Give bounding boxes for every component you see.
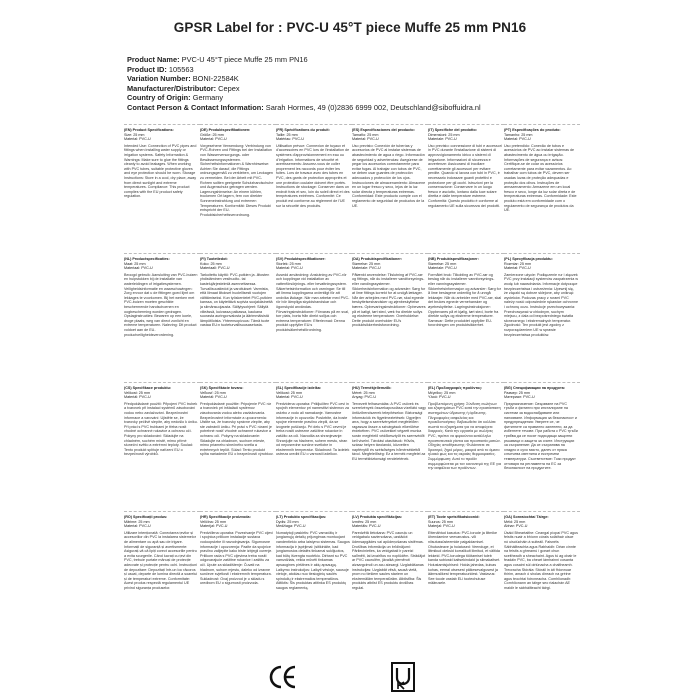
spec-material: Materiaali: PVC-U: [200, 266, 230, 271]
spec-size: Maat: 25 mm: [124, 261, 146, 266]
spec-body: Utilizare intenționată: Conectarea țevilor și accesoriilor din PVC la instalarea sistemelor de alimentare cu apă sau de irigare. Informații de siguranță și avertismente: Asigurați-vă că lipiți corect accesoriile pentru a evita scurgerile. Când lucrați cu țevi din PVC, trebuie purtate mănuși de protecție adecvate și protecție pentru ochi. Instrucțiuni de depozitare: Depozitați într-un loc răcoros și uscat, departe de lumina directă a soarelui și de temperaturi extreme. Conformitate: Acest produs respectă regulamentul UE privind siguranța produselor.: [124, 530, 198, 590]
spec-material: Υλικό: PVC-U: [428, 395, 451, 400]
spec-heading: (DA) Produktspecifikationer:: [352, 257, 402, 261]
product-info-label: Contact Person & Contact Information:: [127, 102, 264, 112]
product-info-row: [127, 84, 647, 94]
spec-cell: [124, 511, 200, 640]
spec-size: Größe: 25 mm: [200, 132, 224, 137]
spec-material: Materiale: PVC-U: [352, 266, 381, 271]
spec-body: Zamierzone użycie: Podłączenie rur i złączek PVC przy instalacji systemów zaopatrzenia w wodę lub nawadniania. Informacje dotyczące bezpieczeństwa i ostrzeżenia: Upewnij się, że złączki są dobrze sklejone, aby uniknąć wycieków. Podczas pracy z rurami PVC należy nosić odpowiednie rękawice ochronne i ochronę oczu. Instrukcje przechowywania: Przechowywać w chłodnym, suchym miejscu, z dala od bezpośredniego światła słonecznego i ekstremalnych temperatur. Zgodność: Ten produkt jest zgodny z rozporządzeniem UE w sprawie bezpieczeństwa produktów.: [504, 272, 579, 337]
spec-body: Utilisation prévue: Connexion de tuyaux et d'accessoires en PVC lors de l'installation de systèmes d'approvisionnement en eau ou d'irrigation. Informations de sécurité et avertissements: Assurez-vous de coller proprement les raccords pour éviter les fuites. Lors de travaux avec des tubes en PVC, des gants de protection appropriés et une protection oculaire doivent être portés. Instructions de stockage: Conserver dans un endroit frais et sec, loin du soleil direct et des températures extrêmes. Conformité: Ce produit est conforme au règlement de l'UE sur la sécurité des produits.: [276, 143, 350, 208]
spec-heading: (CS) Specifikace produktu:: [124, 386, 172, 390]
product-info-row: [127, 74, 647, 84]
spec-heading: (SL) Specifikacije izdelka:: [276, 386, 322, 390]
product-info-value: PVC-U 45°T piece Muffe 25 mm PN16: [181, 55, 308, 64]
spec-body: Προβλεπόμενη χρήση: Σύνδεση σωλήνων και εξαρτημάτων PVC κατά την εγκατάσταση συστημάτων ύδρευσης ή άρδευσης. Πληροφορίες ασφαλείας και προειδοποιήσεις: Βεβαιωθείτε ότι κολλάτε σωστά τα εξαρτήματα για να αποφύγετε διαρροές. Κατά την εργασία με σωλήνες PVC, πρέπει να φοριούνται κατάλληλα προστατευτικά γάντια και προστασία ματιών. Οδηγίες αποθήκευσης: Φυλάσσετε σε δροσερό, ξηρό μέρος, μακριά από το άμεσο ηλιακό φως και τις ακραίες θερμοκρασίες. Συμμόρφωση: Αυτό το προϊόν συμμορφώνεται με τον κανονισμό της ΕΕ για την ασφάλεια των προϊόντων.: [428, 401, 501, 471]
spec-cell: [428, 253, 504, 382]
spec-size: Tamaño: 25 mm: [352, 132, 379, 137]
spec-cell: [124, 382, 200, 511]
spec-heading: (FI) Tuotetiedot:: [200, 257, 228, 261]
spec-size: Taille: 25 mm: [276, 132, 298, 137]
spec-heading: (FR) Spécifications du produit:: [276, 128, 330, 132]
spec-material: Materjal: PVC-U: [428, 524, 455, 529]
spec-body: Uso pretendido: Conexão de tubos e acessórios de PVC ao instalar sistemas de abastecimento de água ou irrigação. Informações de segurança e avisos: Certifique-se de colar os acessórios corretamente para evitar vazamentos. Ao trabalhar com tubos de PVC, devem ser usadas luvas de proteção adequadas e proteção dos olhos. Instruções de armazenamento: Armazene em um local fresco e seco, longe da luz solar direta e de temperaturas extremas. Conformidade: Este produto está em conformidade com o regulamento de segurança de produtos da UE.: [504, 143, 577, 213]
spec-heading: (PL) Specyfikacja produktu:: [504, 257, 553, 261]
spec-size: Storlek: 25 mm: [276, 261, 301, 266]
spec-heading: (DE) Produktspezifikationen:: [200, 128, 251, 132]
spec-heading: (HR) Specifikacije proizvoda:: [200, 515, 251, 519]
spec-cell: [124, 253, 200, 382]
spec-heading: (IT) Specifiche del prodotto:: [428, 128, 477, 132]
spec-material: Matériau: PVC-U: [276, 137, 304, 142]
spec-material: Material: PVC-U: [352, 137, 379, 142]
spec-cell: [428, 382, 504, 511]
product-info-label: Product Name:: [127, 55, 180, 64]
spec-cell: [276, 253, 352, 382]
spec-cell: [504, 511, 580, 640]
compliance-marks: [0, 662, 700, 692]
spec-body: Uso previsto: connessione di tubi e accessori in PVC durante l'installazione di sistemi di approvvigionamento idrico o sistemi di irrigazione. Informazioni di sicurezza e avvertenze: Assicurarsi di incollare correttamente gli accessori per evitare perdite. Quando si lavora con tubi in PVC, è necessario indossare guanti protettivi e protezione per gli occhi. Istruzioni per la conservazione: Conservare in un luogo fresco e asciutto, lontano dalla luce solare diretta e dalle temperature estreme. Conformità: Questo prodotto è conforme al regolamento UE sulla sicurezza dei prodotti.: [428, 143, 502, 208]
product-info-value: Sarah Hormes, 49 (0)2836 6999 002, Deutschland@siboffuidra.nl: [265, 102, 481, 112]
spec-material: Materiál: PVC-U: [200, 395, 227, 400]
spec-body: Tervezett felhasználás: A PVC csövek és szerelvények összekapcsolása vízellátó vagy öntözőrendszerek telepítésekor. Biztonsági információk és figyelmeztetések: Ügyeljen arra, hogy a szerelvényeket megfelelően ragassza össze a szivárgások elkerülése érdekében. PVC csövekkel végzett munka során megfelelő védőkesztyűt és szemvédőt kell viselni. Tárolási utasítások: Hűvös, száraz helyen tárolandó, közvetlen napfénytől és szélsőséges hőmérséklettől távol. Megfelelőség: Ez a termék megfelel az EU termékbiztonsági rendeletének.: [352, 401, 426, 461]
spec-cell: [428, 124, 504, 253]
spec-material: Materiaal: PVC-U: [124, 266, 153, 271]
spec-cell: [200, 253, 276, 382]
spec-heading: (ES) Especificaciones del producto:: [352, 128, 415, 132]
spec-heading: (LV) Produkta specifikācijas:: [352, 515, 403, 519]
spec-cell: [504, 382, 580, 511]
spec-size: Koko: 25 mm: [200, 261, 222, 266]
spec-body: Avsedd användning: Anslutning av PVC-rör och kopplingar vid installation av vattenförsörjnings- eller bevattningssystem. Säkerhetsinformation och varningar: Se till att limma kopplingarna ordentligt för att undvika läckage. När man arbetar med PVC-rör bör lämpliga skyddshandskar och ögonskydd användas. Förvaringsinstruktioner: Förvaras på en sval, torr plats, borta från direkt solljus och extrema temperaturer. Efterlevnad: Denna produkt uppfyller EU:s produktsäkerhetsförordning.: [276, 272, 350, 332]
product-info-row: [127, 65, 647, 75]
spec-body: Intended Use: Connection of PVC pipes and fittings when installing water supply or irrigation systems. Safety Information & Warnings: Make sure to glue the fittings cleanly to avoid leakages. When working with PVC tubes, suitable protective gloves and eye protection should be worn. Storage Instructions: Store in a cool, dry place, away from direct sunlight and extreme temperatures. Compliance: This product complies with the EU product safety regulation.: [124, 143, 197, 199]
spec-material: Материал: PVC-U: [504, 395, 535, 400]
spec-heading: (HU) Termékjellemzők:: [352, 386, 392, 390]
spec-size: Méret: 25 mm: [352, 390, 375, 395]
spec-heading: (EL) Προδιαγραφές προϊόντος:: [428, 386, 483, 390]
spec-cell: [352, 382, 428, 511]
spec-body: Predviđena uporaba: Povezivanje PVC cijevi i spojnica prilikom instalacije sustava vodoopskrbe ili navodnjavanja. Sigurnosne informacije i upozorenja: Pazite da spojnice pravilno zalijepite kako biste izbjegli curenje. Prilikom rada s PVC cijevima treba nositi odgovarajuće zaštitne rukavice i zaštitu za oči. Upute za skladištenje: Čuvati na hladnom, suhom mjestu, daleko od izravne sunčeve svjetlosti i ekstremnih temperatura. Sukladnost: Ovaj proizvod je u skladu s uredbom EU o sigurnosti proizvoda.: [200, 530, 273, 586]
spec-body: Предназначение: Свързване на PVC тръби и фитинги при инсталиране на системи за водоснабдяване или напояване. Информация за безопасност и предупреждения: Уверете се, че фитингите са правилно залепени, за да избегнете течове. При работа с PVC тръби трябва да се носят подходящи защитни ръкавици и защита за очите. Инструкции за съхранение: Да се съхранява на хладно и сухо място, далеч от пряка слънчева светлина и екстремни температури. Съответствие: Този продукт отговаря на регламента на ЕС за безопасност на продуктите.: [504, 401, 578, 471]
spec-material: Ábhar: PVC-U: [504, 524, 528, 529]
spec-cell: [124, 124, 200, 253]
spec-size: Størrelse: 25 mm: [428, 261, 457, 266]
spec-heading: (RO) Specificații produs:: [124, 515, 168, 519]
spec-body: Úsáid Bheartaithe: Ceangal píopaí PVC agus feistis nuair a bhíonn córais soláthair uisce nó uisciúcháin á suiteáil. Faisnéis Sábháilteachta agus Rabhaidh: Déan cinnte na feistis a ghreamú i gceart chun sceitheadh a sheachaint. Agus tú ag obair le feadáin PVC, ba cheart lámhainní cosanta agus cosaint súl oiriúnacha a chaitheamh. Treoracha Stórála: Stóráil in áit fhionnuar thirim, amach ó sholas díreach na gréine agus teochtaí foircneacha. Comhlíonadh: Comhlíonann an táirge seo rialachán AE maidir le sábháilteacht táirgí.: [504, 530, 579, 590]
product-info-label: Variation Number:: [127, 74, 191, 84]
spec-size: Velikost: 25 mm: [124, 390, 151, 395]
spec-heading: (EN) Product Specifications:: [124, 128, 174, 132]
spec-material: Materiał: PVC-U: [504, 266, 531, 271]
spec-cell: [352, 253, 428, 382]
spec-size: Dimensioni: 25 mm: [428, 132, 460, 137]
spec-body: Uso previsto: Conexión de tuberías y accesorios de PVC al instalar sistemas de abastecimiento de agua o riego. Información de seguridad y advertencias: Asegúrese de pegar los accesorios correctamente para evitar fugas. Al trabajar con tubos de PVC, se deben usar guantes de protección adecuados y protección de los ojos. Instrucciones de almacenamiento: Almacene en un lugar fresco y seco, lejos de la luz solar directa y temperaturas extremas. Conformidad: Este producto cumple con el reglamento de seguridad de productos de la UE.: [352, 143, 426, 208]
spec-cell: [352, 124, 428, 253]
spec-heading: (PT) Especificações do produto:: [504, 128, 561, 132]
product-info-row: [127, 93, 647, 103]
spec-material: Materiale: PVC-U: [428, 266, 457, 271]
spec-size: Rozmiar: 25 mm: [504, 261, 532, 266]
spec-size: Veličina: 25 mm: [200, 519, 227, 524]
spec-material: Materiál: PVC-U: [124, 395, 151, 400]
spec-heading: (LT) Produkto specifikacijos:: [276, 515, 327, 519]
product-info-value: Cepex: [218, 83, 240, 93]
spec-material: Material: PVC-U: [276, 266, 303, 271]
spec-material: Material: PVC-U: [504, 137, 531, 142]
spec-heading: (ET) Toote spetsifikatsioonid:: [428, 515, 480, 519]
spec-cell: [276, 124, 352, 253]
spec-material: Materiāls: PVC-U: [352, 524, 381, 529]
spec-body: Predvidena uporaba: Priključitev PVC cevi in spojnih elementov pri namestitvi sistemov za oskrbo z vodo ali namakanje. Varnostne informacije in opozorila: Poskrbite, da boste spojne elemente pravilno zlepili, da se izognete puščanju. Pri delu s PVC cevmi je treba nositi ustrezne zaščitne rokavice in zaščito za oči. Navodila za shranjevanje: Shranjujte na hladnem, suhem mestu, stran od neposredne sončne svetlobe in ekstremnih temperatur. Skladnost: Ta izdelek ustreza uredbi EU o varnosti izdelkov.: [276, 401, 350, 457]
spec-cell: [200, 382, 276, 511]
spec-size: Izmērs: 25 mm: [352, 519, 377, 524]
specifications-grid: [124, 124, 580, 640]
spec-cell: [276, 382, 352, 511]
spec-size: Veľkosť: 25 mm: [200, 390, 226, 395]
ce-mark-icon: [268, 662, 298, 692]
spec-material: Anyag: PVC-U: [352, 395, 376, 400]
spec-material: Materijal: PVC-U: [200, 524, 228, 529]
spec-cell: [200, 124, 276, 253]
spec-body: Předpokládané použití: Připojení PVC trubek a tvarovek při instalaci systémů zásobování vodou nebo zavlažování. Bezpečnostní informace a varování: Ujistěte se, že tvarovky pečlivě slepíte, aby nedošlo k úniku. Při práci s PVC trubkami je třeba nosit vhodné ochranné rukavice a ochranu očí. Pokyny pro skladování: Skladujte na chladném, suchém místě, mimo přímé sluneční světlo a extrémní teploty. Soulad: Tento produkt splňuje nařízení EU o bezpečnosti výrobků.: [124, 401, 198, 457]
spec-cell: [504, 124, 580, 253]
spec-cell: [276, 511, 352, 640]
spec-heading: (BG) Спецификации на продукта:: [504, 386, 566, 390]
spec-body: Formålet bruk: Tilkobling av PVC-rør og beslag når du installerer vannforsynings- eller vanningssystemer. Sikkerhetsinformasjon og advarsler: Sørg for å lime beslagene ordentlig for å unngå lekkasjer. Når du arbeider med PVC-rør, skal det brukes egnede vernehansker og øyebeskyttelse. Lagringsinstruksjoner: Oppbevares på et kjølig, tørt sted, borte fra direkte sollys og ekstreme temperaturer. Samsvar: Dette produktet oppfyller EU-forordningen om produktsikkerhet.: [428, 272, 502, 328]
spec-body: Numatytoji paskirtis: PVC vamzdžių ir jungiamųjų detalių prijungimas montuojant vandentiekio arba laistymo sistemas. Saugos informacija ir įspėjimai: Įsitikinkite, kad jungiamosios detalės tinkamai suklijuotos, kad būtų išvengta nuotėkio. Dirbant su PVC vamzdžiais, reikia mūvėti tinkamas apsaugines pirštines ir akių apsaugą. Laikymo instrukcijos: Laikyti vėsioje, sausoje vietoje, atokiau nuo tiesioginių saulės spindulių ir ekstremalios temperatūros. Atitiktis: Šis produktas atitinka ES produktų saugos reglamentą.: [276, 530, 350, 590]
spec-size: Mărime: 25 mm: [124, 519, 150, 524]
product-info-label: Manufacturer/Distributor:: [127, 83, 217, 93]
spec-body: Tarkoitettu käyttö: PVC-putkien ja -liitosten yhdistäminen vesihuolto- tai kastelujärjestelmiä asennettaessa. Turvallisuustiedot ja varoitukset: Varmista, että liimaat liitokset huolellisesti vuotojen välttämiseksi. Kun työskentelet PVC-putkien kanssa, on käytettävä sopivia suojakäsineitä ja silmänsuojausta. Säilytysohjeet: Säilytä viileässä, kuivassa paikassa, kaukana suorasta auringonvalosta ja äärimmäisistä lämpötiloista. Yhteensopivuus: Tämä tuote vastaa EU:n tuoteturvallisuusasetusta.: [200, 272, 273, 328]
product-info-value: 105563: [168, 64, 194, 74]
spec-size: Méid: 25 mm: [504, 519, 526, 524]
spec-material: Medžiaga: PVC-U: [276, 524, 306, 529]
product-info-label: Country of Origin:: [127, 93, 191, 103]
product-info-row: [127, 55, 647, 65]
spec-cell: [352, 511, 428, 640]
product-info-value: BONI-22584K: [192, 74, 239, 84]
ukca-mark-icon: [390, 662, 416, 692]
spec-size: Dydis: 25 mm: [276, 519, 299, 524]
spec-heading: (SK) Špecifikácie tovaru:: [200, 386, 244, 390]
spec-size: Tamanho: 25 mm: [504, 132, 533, 137]
spec-heading: (GA) Sonraíochtaí Táirge:: [504, 515, 549, 519]
product-info-value: Germany: [192, 93, 224, 103]
spec-cell: [200, 511, 276, 640]
product-info-row: [127, 103, 647, 113]
product-info-block: [127, 55, 647, 113]
spec-cell: [504, 253, 580, 382]
spec-size: Størrelse: 25 mm: [352, 261, 381, 266]
spec-size: Μέγεθος: 25 mm: [428, 390, 456, 395]
spec-size: Suurus: 25 mm: [428, 519, 454, 524]
page-title: GPSR Label for : PVC-U 45°T piece Muffe 25 mm PN16: [173, 20, 527, 35]
spec-material: Material: PVC-U: [124, 524, 151, 529]
product-info-label: Product ID:: [127, 64, 167, 74]
spec-body: Paredzētā lietošana: PVC cauruļu un veidgabalu savienošana, uzstādot ūdensapgādes vai apūdeņošanas sistēmas. Drošības informācija un brīdinājumi: Pārliecinieties, ka veidgabali ir pareizi salīmēti, lai izvairītos no noplūdēm. Strādājot ar PVC caurulēm, jāvalkā piemēroti aizsargcimdi un acu aizsargi. Uzglabāšanas instrukcijas: Uzglabāt vēsā, sausā vietā, prom no tiešiem saules stariem un ekstremālām temperatūrām. Atbilstība: Šis produkts atbilst ES produktu drošības regulai.: [352, 530, 426, 590]
spec-material: Material: PVC-U: [200, 137, 227, 142]
spec-body: Predpokladané použitie: Pripojenie PVC rúr a tvaroviek pri inštalácii systémov zásobovania vodou alebo zavlažovania. Bezpečnostné informácie a upozornenia: Uistite sa, že tvarovky správne zlepíte, aby ste zabránili úniku. Pri práci s PVC rúrami je potrebné nosiť vhodné ochranné rukavice a ochranu očí. Pokyny na skladovanie: Skladujte na chladnom, suchom mieste, mimo priameho slnečného svetla a extrémnych teplôt. Súlad: Tento produkt spĺňa nariadenie EÚ o bezpečnosti výrobkov.: [200, 401, 274, 457]
spec-body: Vorgesehene Verwendung: Verbindung von PVC-Rohren und Fittings bei der Installation von Wasserversorgungs- oder Bewässerungssystemen. Sicherheitsinformationen & Warnhinweise: Achten Sie darauf, die Fittings ordnungsgemäß zu verkleben, um Leckagen zu vermeiden. Bei der Arbeit mit PVC-Rohren sollten geeignete Schutzhandschuhe und Augenschutz getragen werden. Lagerungshinweise: An einem kühlen, trockenen Ort lagern, fern von direkter Sonneneinstrahlung und extremen Temperaturen. Konformität: Dieses Produkt entspricht der EU-Produktsicherheitsverordnung.: [200, 143, 274, 217]
spec-cell: [428, 511, 504, 640]
spec-body: Beoogd gebruik: Aansluiting van PVC-buizen en hulpstukken bij de installatie van waterleidingen of irrigatiesystemen. Veiligheidsinformatie en waarschuwingen: Zorg ervoor dat u de fittingen goed lijmt om lekkages te voorkomen. Bij het werken met PVC-buizen moeten geschikte beschermende handschoenen en oogbescherming worden gedragen. Opslaginstructies: Bewaren op een koele, droge plaats, weg van direct zonlicht en extreme temperaturen. Naleving: Dit product voldoet aan de EU-productveiligheidsverordening.: [124, 272, 198, 337]
spec-heading: (NB) Produktspesifikasjoner:: [428, 257, 479, 261]
spec-material: Material: PVC-U: [276, 395, 303, 400]
spec-body: Ettenähtud kasutus: PVC-torude ja liitmike ühendamine veevarustus- või niisutussüsteemide paigaldamisel. Ohutusteave ja hoiatused: Veenduge, et liitmikud oleksid korralikult liimitud, et vältida lekkeid. PVC-torudega töötamisel tuleb kanda sobivaid kaitsekindaid ja silmakaitset. Hoiustamisjuhised: Hoida jahedas, kuivas kohas, eemal otsesest päikesevalgusest ja äärmuslikest temperatuuridest. Vastavus: See toode vastab ELi tooteohutuse määrusele.: [428, 530, 501, 586]
spec-heading: (SV) Produktspecifikationer:: [276, 257, 326, 261]
spec-size: Размер: 25 mm: [504, 390, 530, 395]
spec-material: Material: PVC-U: [124, 137, 151, 142]
spec-size: Size: 25 mm: [124, 132, 145, 137]
spec-material: Materiale: PVC-U: [428, 137, 457, 142]
spec-size: Velikost: 25 mm: [276, 390, 303, 395]
spec-heading: (NL) Productspecificaties:: [124, 257, 170, 261]
spec-body: Påtænkt anvendelse: Tilslutning af PVC-rør og fittings, når du installerer vandforsynings- eller vandingssystemer. Sikkerhedsinformation og advarsler: Sørg for at lime fittings korrekt for at undgå lækager. Når der arbejdes med PVC-rør, skal egnede beskyttelseshandsker og øjenbeskyttelse bæres. Opbevaringsinstruktioner: Opbevares på et køligt, tørt sted, væk fra direkte sollys og ekstreme temperaturer. Overholdelse: Dette produkt overholder EU's produktsikkerhedsforordning.: [352, 272, 426, 328]
